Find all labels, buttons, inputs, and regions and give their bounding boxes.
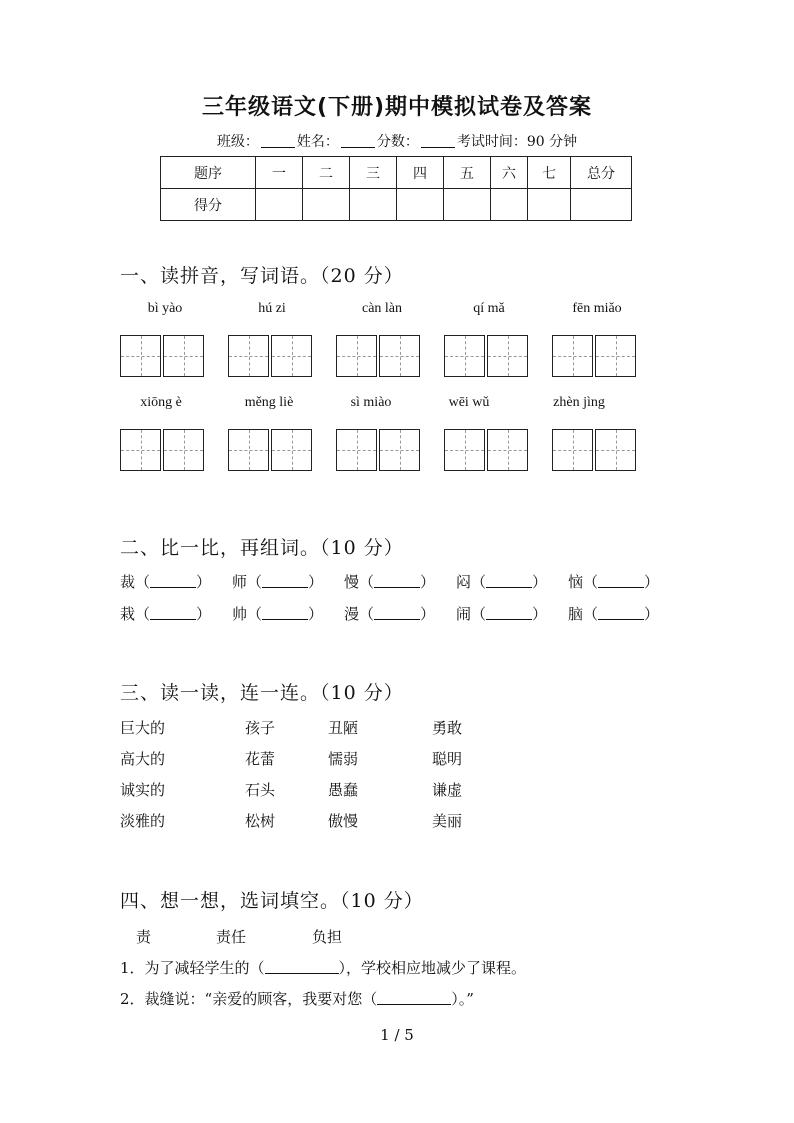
pinyin-label: hú zi (258, 301, 286, 316)
answer-blank[interactable] (377, 990, 451, 1005)
compare-item: 慢（ ） (344, 573, 436, 591)
score-blank[interactable] (421, 133, 455, 148)
grid-cell[interactable] (336, 335, 377, 377)
grid-cell[interactable] (120, 429, 161, 471)
student-info-line (0, 131, 794, 151)
score-cell[interactable] (350, 189, 397, 221)
compare-char: 慢 (344, 573, 360, 591)
section3-title: 三、读一读，连一连。（10 分） (120, 682, 404, 704)
pinyin-label: sì miào (350, 395, 392, 410)
match-antonym[interactable]: 懦弱 (328, 750, 359, 768)
writing-grid[interactable] (444, 429, 530, 471)
pinyin-label: qí mǎ (473, 301, 505, 316)
compare-char: 漫 (344, 605, 360, 623)
answer-blank[interactable] (374, 573, 420, 588)
answer-blank[interactable] (598, 573, 644, 588)
writing-grid[interactable] (228, 335, 314, 377)
time-label: 考试时间：90 分钟 (456, 134, 578, 150)
writing-grid[interactable] (228, 429, 314, 471)
class-label: 班级： (216, 134, 259, 150)
score-table-row (161, 189, 632, 221)
writing-grid[interactable] (120, 429, 206, 471)
grid-cell[interactable] (228, 335, 269, 377)
score-cell[interactable] (397, 189, 444, 221)
compare-item: 漫（ ） (344, 605, 436, 623)
match-adjective[interactable]: 诚实的 (120, 781, 166, 799)
match-noun[interactable]: 孩子 (245, 719, 276, 737)
answer-blank[interactable] (265, 959, 339, 974)
answer-blank[interactable] (150, 573, 196, 588)
answer-blank[interactable] (262, 605, 308, 620)
match-noun[interactable]: 花蕾 (245, 750, 276, 768)
pinyin-label: zhèn jìng (553, 395, 605, 410)
section1-title: 一、读拼音，写词语。（20 分） (120, 265, 404, 287)
score-cell[interactable] (256, 189, 303, 221)
grid-cell[interactable] (595, 429, 636, 471)
grid-cell[interactable] (444, 429, 485, 471)
match-antonym-pair[interactable]: 美丽 (432, 812, 463, 830)
word-option: 责任 (216, 928, 247, 946)
sentence-1: 1．为了减轻学生的（ ），学校相应地减少了课程。 (120, 959, 527, 977)
score-cell[interactable] (303, 189, 350, 221)
compare-item: 裁（ ） (120, 573, 212, 591)
sentence-2: 2．裁缝说：“亲爱的顾客，我要对您（ ）。” (120, 990, 474, 1008)
match-antonym[interactable]: 傲慢 (328, 812, 359, 830)
match-antonym-pair[interactable]: 谦虚 (432, 781, 463, 799)
grid-cell[interactable] (487, 335, 528, 377)
header-cell: 七 (528, 157, 571, 189)
name-label: 姓名： (296, 134, 339, 150)
name-blank[interactable] (341, 133, 375, 148)
pinyin-label: měng liè (244, 395, 294, 410)
match-adjective[interactable]: 淡雅的 (120, 812, 166, 830)
match-antonym[interactable]: 丑陋 (328, 719, 359, 737)
compare-char: 裁 (120, 573, 136, 591)
compare-item: 栽（ ） (120, 605, 212, 623)
section4-title: 四、想一想，选词填空。（10 分） (120, 890, 424, 912)
header-cell: 六 (491, 157, 528, 189)
score-table (160, 156, 632, 221)
grid-cell[interactable] (336, 429, 377, 471)
score-cell[interactable] (444, 189, 491, 221)
header-cell: 二 (303, 157, 350, 189)
compare-item: 闷（ ） (456, 573, 548, 591)
compare-char: 恼 (568, 573, 584, 591)
grid-cell[interactable] (271, 429, 312, 471)
compare-char: 闷 (456, 573, 472, 591)
writing-grid[interactable] (552, 335, 638, 377)
grid-cell[interactable] (487, 429, 528, 471)
match-adjective[interactable]: 巨大的 (120, 719, 166, 737)
word-option: 责 (136, 928, 152, 946)
writing-grid[interactable] (336, 429, 422, 471)
pinyin-label: càn làn (361, 301, 403, 316)
row-label: 得分 (161, 189, 256, 221)
header-cell: 五 (444, 157, 491, 189)
grid-cell[interactable] (271, 335, 312, 377)
answer-blank[interactable] (374, 605, 420, 620)
compare-char: 脑 (568, 605, 584, 623)
compare-item: 师（ ） (232, 573, 324, 591)
word-option: 负担 (312, 928, 343, 946)
score-cell[interactable] (491, 189, 528, 221)
grid-cell[interactable] (595, 335, 636, 377)
grid-cell[interactable] (379, 429, 420, 471)
compare-item: 恼（ ） (568, 573, 660, 591)
match-noun[interactable]: 石头 (245, 781, 276, 799)
header-cell: 总分 (571, 157, 632, 189)
answer-blank[interactable] (598, 605, 644, 620)
header-cell: 一 (256, 157, 303, 189)
writing-grid[interactable] (444, 335, 530, 377)
match-antonym-pair[interactable]: 勇敢 (432, 719, 463, 737)
writing-grid[interactable] (120, 335, 206, 377)
header-cell: 题序 (161, 157, 256, 189)
match-adjective[interactable]: 高大的 (120, 750, 166, 768)
writing-grid[interactable] (552, 429, 638, 471)
page-title: 三年级语文(下册)期中模拟试卷及答案 (201, 95, 593, 120)
writing-grid[interactable] (336, 335, 422, 377)
compare-char: 闹 (456, 605, 472, 623)
match-antonym[interactable]: 愚蠢 (328, 781, 359, 799)
score-cell[interactable] (528, 189, 571, 221)
header-cell: 三 (350, 157, 397, 189)
pinyin-label: wēi wǔ (448, 395, 490, 410)
answer-blank[interactable] (486, 573, 532, 588)
grid-cell[interactable] (163, 429, 204, 471)
page-number: 1 / 5 (380, 1026, 414, 1044)
answer-blank[interactable] (262, 573, 308, 588)
match-antonym-pair[interactable]: 聪明 (432, 750, 463, 768)
grid-cell[interactable] (379, 335, 420, 377)
answer-blank[interactable] (150, 605, 196, 620)
compare-char: 师 (232, 573, 248, 591)
pinyin-label: bì yào (147, 301, 183, 316)
header-cell: 四 (397, 157, 444, 189)
grid-cell[interactable] (228, 429, 269, 471)
grid-cell[interactable] (444, 335, 485, 377)
compare-char: 栽 (120, 605, 136, 623)
answer-blank[interactable] (486, 605, 532, 620)
grid-cell[interactable] (552, 429, 593, 471)
grid-cell[interactable] (120, 335, 161, 377)
compare-char: 帅 (232, 605, 248, 623)
score-cell[interactable] (571, 189, 632, 221)
compare-item: 帅（ ） (232, 605, 324, 623)
pinyin-label: xiōng è (140, 395, 182, 410)
compare-item: 闹（ ） (456, 605, 548, 623)
compare-item: 脑（ ） (568, 605, 660, 623)
score-label: 分数： (376, 134, 419, 150)
match-noun[interactable]: 松树 (245, 812, 276, 830)
class-blank[interactable] (261, 133, 295, 148)
grid-cell[interactable] (163, 335, 204, 377)
section2-title: 二、比一比，再组词。（10 分） (120, 537, 404, 559)
score-table-header (161, 157, 632, 189)
grid-cell[interactable] (552, 335, 593, 377)
pinyin-label: fēn miǎo (572, 301, 622, 316)
